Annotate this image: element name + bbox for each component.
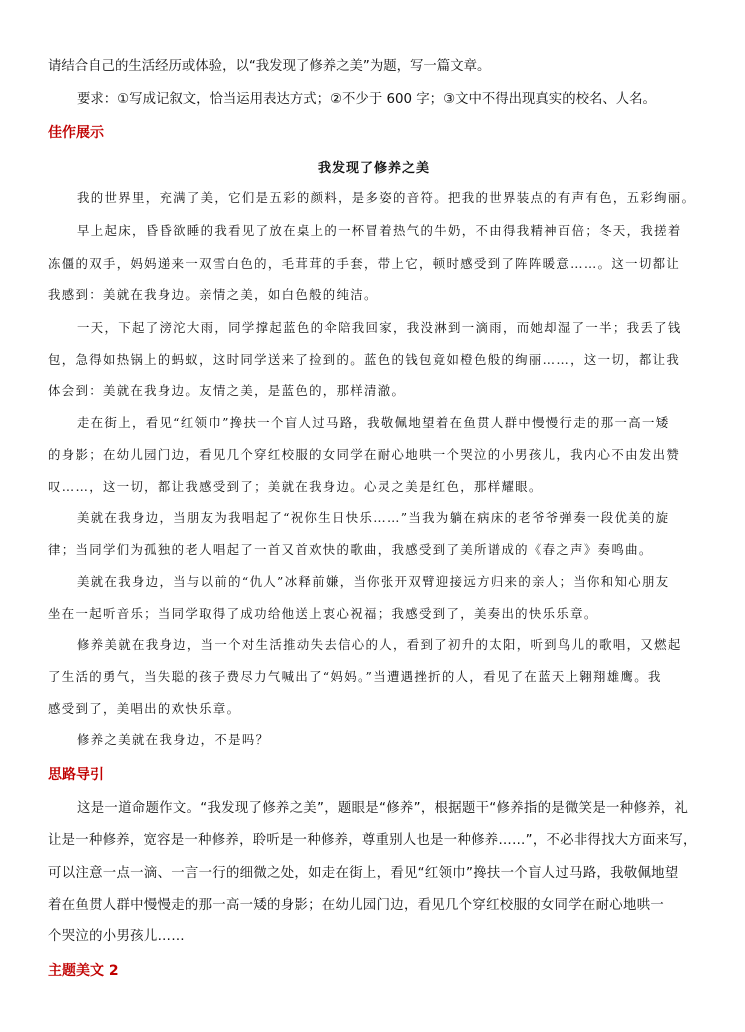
essay-line: 美就在我身边，当与以前的“仇人”冰释前嫌，当你张开双臂迎接远方归来的亲人；当你和知心朋友 <box>77 574 670 589</box>
essay-line: 一天，下起了滂沱大雨，同学撑起蓝色的伞陪我回家，我没淋到一滴雨，而她却湿了一半；我丢了钱 <box>77 320 682 335</box>
guide-line: 让是一种修养，宽容是一种修养，聆听是一种修养，尊重别人也是一种修养……”，不必非得找大方面来写， <box>48 833 697 848</box>
essay-line: 修养之美就在我身边，不是吗？ <box>77 732 270 747</box>
essay-title: 我发现了修养之美 <box>318 161 431 176</box>
guide-line: 着在鱼贯人群中慢慢走的那一高一矮的身影；在幼儿园门边，看见几个穿红校服的女同学在耐心地哄一 <box>48 898 665 913</box>
section-heading-showcase: 佳作展示 <box>48 125 104 141</box>
essay-line: 我的世界里，充满了美，它们是五彩的颜料，是多姿的音符。把我的世界装点的有声有色，五彩绚丽。 <box>77 190 696 205</box>
essay-line: 冻僵的双手，妈妈递来一双雪白色的，毛茸茸的手套，带上它，顿时感受到了阵阵暖意……。这一切都让 <box>48 256 681 271</box>
essay-line: 修养美就在我身边，当一个对生活推动失去信心的人，看到了初升的太阳，听到鸟儿的歌唱，又燃起 <box>77 637 682 652</box>
essay-line: 的身影；在幼儿园门边，看见几个穿红校服的女同学在耐心地哄一个哭泣的小男孩儿，我内心不由发出赞 <box>48 447 681 462</box>
prompt-text: 请结合自己的生活经历或体验，以“我发现了修养之美”为题，写一篇文章。 <box>48 59 491 74</box>
essay-line: 律；当同学们为孤独的老人唱起了一首又首欢快的歌曲，我感受到了美所谱成的《春之声》奏鸣曲。 <box>48 542 653 557</box>
essay-line: 走在街上，看见“红领巾”搀扶一个盲人过马路，我敬佩地望着在鱼贯人群中慢慢行走的那一高一矮 <box>77 415 670 430</box>
essay-line: 早上起床，昏昏欲睡的我看见了放在桌上的一杯冒着热气的牛奶，不由得我精神百倍；冬天，我搓着 <box>77 223 682 238</box>
guide-line: 可以注意一点一滴、一言一行的细微之处，如走在街上，看见“红领巾”搀扶一个盲人过马路，我敬佩地望 <box>48 866 679 881</box>
guide-line: 这是一道命题作文。“我发现了修养之美”，题眼是“修养”，根据题干“修养指的是微笑是一种修养，礼 <box>77 801 689 816</box>
essay-line: 坐在一起听音乐；当同学取得了成功给他送上衷心祝福；我感受到了，美奏出的快乐乐章。 <box>48 606 598 621</box>
essay-line: 了生活的勇气，当失聪的孩子费尽力气喊出了“妈妈。”当遭遇挫折的人，看见了在蓝天上翱翔雄鹰。我 <box>48 669 662 684</box>
essay-line: 包，急得如热锅上的蚂蚁，这时同学送来了捡到的。蓝色的钱包竟如橙色般的绚丽……，这一切，都让我 <box>48 352 681 367</box>
section-heading-guide: 思路导引 <box>48 767 104 783</box>
section-heading-next: 主题美文 2 <box>48 963 119 979</box>
essay-line: 我感到：美就在我身边。亲情之美，如白色般的纯洁。 <box>48 287 378 302</box>
essay-line: 美就在我身边，当朋友为我唱起了“祝你生日快乐……”当我为躺在病床的老爷爷弹奏一段优美的旋 <box>77 510 670 525</box>
essay-line: 体会到：美就在我身边。友情之美，是蓝色的，那样清澈。 <box>48 383 406 398</box>
requirements-text: 要求：①写成记叙文，恰当运用表达方式；②不少于 600 字；③文中不得出现真实的校名、人名。 <box>77 92 656 107</box>
guide-line: 个哭泣的小男孩儿…… <box>48 929 185 944</box>
essay-line: 感受到了，美唱出的欢快乐章。 <box>48 701 241 716</box>
essay-line: 叹……，这一切，都让我感受到了；美就在我身边。心灵之美是红色，那样耀眼。 <box>48 479 543 494</box>
